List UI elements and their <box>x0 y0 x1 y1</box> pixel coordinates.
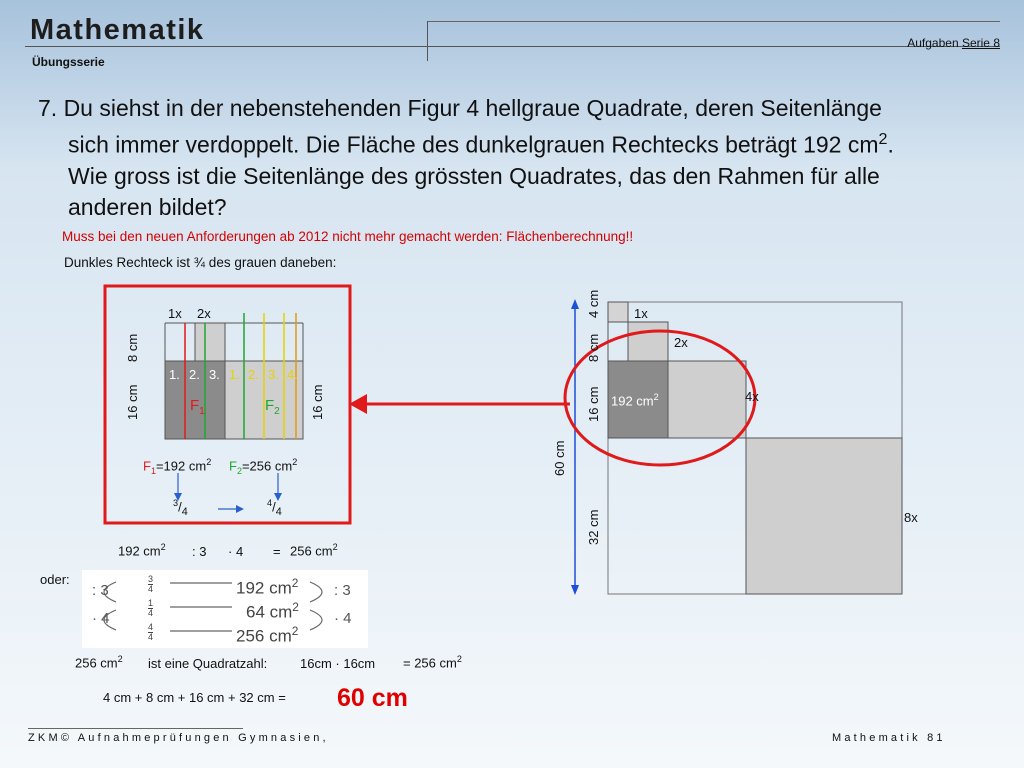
area-f2-value: =256 cm <box>241 458 293 474</box>
f1-part-1: 1. <box>169 367 180 382</box>
frac-right-den: 4 <box>275 505 282 518</box>
page-title: Mathematik <box>30 14 205 46</box>
oder-arrow-right-bottom <box>310 610 322 630</box>
quad-b: ist eine Quadratzahl: <box>148 656 268 671</box>
area-f2 <box>229 457 297 476</box>
final-result: 60 cm <box>337 684 408 712</box>
f1-part-3: 3. <box>209 367 220 382</box>
quad-d-sup: 2 <box>456 654 462 664</box>
oder-op-mul-left: · 4 <box>92 610 110 627</box>
f2-label <box>265 397 280 417</box>
f2-label-sub: 2 <box>274 406 280 417</box>
quad-a-text: 256 cm <box>75 655 118 671</box>
right-label-16cm: 16 cm <box>310 384 325 420</box>
left-label-8cm: 8 cm <box>125 333 140 362</box>
frac-four-quarters: $^4/_4$ <box>267 498 282 518</box>
oder-frac-3 <box>148 623 153 642</box>
oder-frac-2-num: 1 <box>148 598 154 608</box>
calc-a <box>118 542 166 558</box>
serie-prefix: Aufgaben <box>907 36 959 50</box>
label-16cm: 16 cm <box>586 386 601 422</box>
footer-left: ZKM© Aufnahmeprüfungen Gymnasien, <box>28 732 329 744</box>
frac-left-den: 4 <box>181 505 188 518</box>
calc-a-text: 192 cm <box>118 543 161 559</box>
footer-divider <box>28 728 243 729</box>
quad-a-sup: 2 <box>117 654 123 664</box>
small-square <box>195 323 225 361</box>
task-line-1-text: 7. Du siehst in der nebenstehenden Figur 4 hellgraue Quadrate, deren Seitenlänge <box>38 95 882 121</box>
f1-label-name: F <box>190 397 200 414</box>
area-f1-value: =192 cm <box>155 458 207 474</box>
calc-e-text: 256 cm <box>290 543 333 559</box>
f1-part-2: 2. <box>189 367 200 382</box>
oder-frac-2 <box>148 599 153 618</box>
oder-frac-1-num: 3 <box>148 574 154 584</box>
calc-e-sup: 2 <box>332 542 338 552</box>
dark-area-label <box>611 392 659 408</box>
area-f1-prefix: F <box>143 458 151 474</box>
f2-part-3: 3. <box>268 367 279 382</box>
header-vertical-rule <box>427 21 428 61</box>
header-divider <box>25 46 1000 47</box>
oder-frac-3-den: 4 <box>148 632 154 642</box>
square-1x <box>608 302 628 322</box>
label-8cm: 8 cm <box>586 333 601 362</box>
label-4cm: 4 cm <box>586 289 601 318</box>
oder-arrow-right-top <box>310 582 322 602</box>
area-f2-sup: 2 <box>292 457 298 467</box>
calc-b: : 3 <box>192 544 207 559</box>
calc-d: = <box>273 544 281 559</box>
red-note: Muss bei den neuen Anforderungen ab 2012 nicht mehr gemacht werden: Flächenberechnung!! <box>62 229 634 244</box>
area-f1-sup: 2 <box>206 457 212 467</box>
task-line-1 <box>38 93 988 223</box>
area-f1 <box>143 457 211 476</box>
label-60cm: 60 cm <box>552 440 567 476</box>
oder-value-3-sup: 2 <box>291 624 299 638</box>
square-4x <box>668 361 746 438</box>
calc-a-sup: 2 <box>160 542 166 552</box>
area-f2-sub: 2 <box>236 465 242 476</box>
oder-value-2 <box>246 600 299 623</box>
oder-frac-2-den: 4 <box>148 608 154 618</box>
oder-frac-3-num: 4 <box>148 622 154 632</box>
oder-op-div-left: : 3 <box>92 582 109 599</box>
oder-frac-1-den: 4 <box>148 584 154 594</box>
oder-value-1-sup: 2 <box>291 576 299 590</box>
oder-value-3-text: 256 cm <box>236 626 292 646</box>
task-line-4-text: anderen bildet? <box>68 193 227 220</box>
square-label-1x: 1x <box>634 306 648 321</box>
calc-c: · 4 <box>228 544 244 559</box>
serie-indicator <box>907 36 1000 50</box>
header-top-rule <box>428 21 1000 22</box>
f2-part-2: 2. <box>248 367 259 382</box>
left-label-2x: 2x <box>197 306 211 321</box>
frac-left-num: 3 <box>173 498 179 508</box>
square-label-8x: 8x <box>904 510 918 525</box>
quad-c: 16cm · 16cm <box>300 656 376 671</box>
frac-three-quarters: $^3/_4$ <box>173 498 188 518</box>
page-subtitle: Übungsserie <box>32 55 105 69</box>
oder-value-1-text: 192 cm <box>236 578 292 598</box>
oder-op-mul-right: · 4 <box>334 610 352 627</box>
task-line-2-sup: 2 <box>878 130 888 148</box>
f2-part-4: 4. <box>287 367 298 382</box>
quad-d-text: = 256 cm <box>403 655 457 671</box>
dark-area-label-text: 192 cm <box>611 393 654 409</box>
task-line-3-text: Wie gross ist die Seitenlänge des grössten Quadrates, das den Rahmen für alle <box>68 162 880 189</box>
oder-value-2-text: 64 cm <box>246 602 293 622</box>
square-label-4x: 4x <box>745 389 759 404</box>
square-8x <box>746 438 902 594</box>
oder-value-1 <box>236 576 298 599</box>
task-line-2-end: . <box>887 131 894 158</box>
task-text <box>38 93 988 223</box>
oder-label: oder: <box>40 572 70 587</box>
oder-op-div-right: : 3 <box>334 582 351 599</box>
area-f1-sub: 1 <box>150 465 156 476</box>
quad-a <box>75 654 123 670</box>
connector-head <box>349 394 367 414</box>
explanation-note: Dunkles Rechteck ist ¾ des grauen daneben: <box>64 255 337 270</box>
oder-arrows <box>82 570 368 648</box>
area-f2-prefix: F <box>229 458 237 474</box>
serie-label: Serie 8 <box>961 36 1000 50</box>
left-label-16cm: 16 cm <box>125 384 140 420</box>
f1-label-sub: 1 <box>199 406 205 417</box>
task-line-2-text: sich immer verdoppelt. Die Fläche des dunkelgrauen Rechtecks beträgt 192 cm <box>68 131 879 158</box>
dark-area-label-sup: 2 <box>653 392 659 402</box>
left-label-1x: 1x <box>168 306 182 321</box>
oder-value-3 <box>236 624 298 647</box>
square-label-2x: 2x <box>674 335 688 350</box>
oder-frac-1 <box>148 575 153 594</box>
f1-label <box>190 397 205 417</box>
quad-d <box>403 654 462 670</box>
arrow-frac-head <box>236 505 244 513</box>
frac-right-num: 4 <box>267 498 273 508</box>
oder-value-2-sup: 2 <box>292 600 299 614</box>
label-32cm: 32 cm <box>586 509 601 545</box>
total-dimension-head-bottom <box>571 585 579 595</box>
footer-right: Mathematik 81 <box>832 732 946 744</box>
f2-label-name: F <box>265 397 275 414</box>
sum-line: 4 cm + 8 cm + 16 cm + 32 cm = <box>103 690 286 705</box>
square-2x <box>628 322 668 361</box>
calc-e <box>290 542 338 558</box>
f2-part-1: 1. <box>229 367 240 382</box>
total-dimension-head-top <box>571 299 579 309</box>
